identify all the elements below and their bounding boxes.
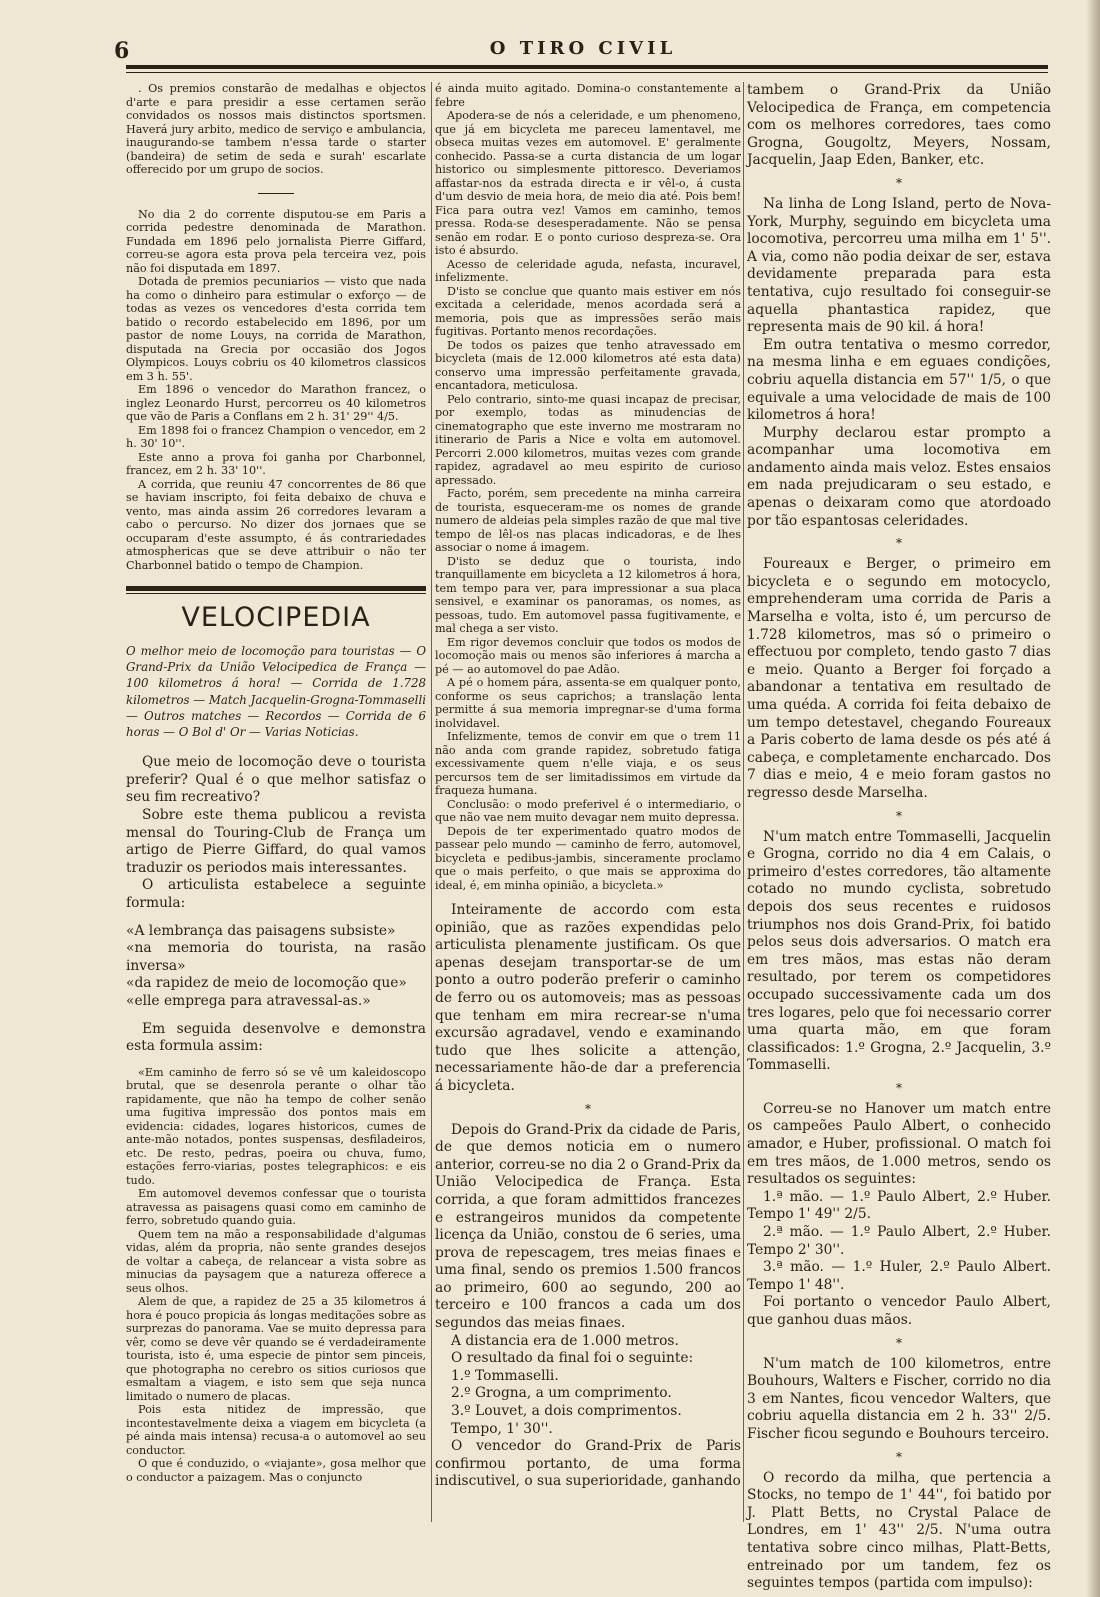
header-rule-thin [126,72,1048,73]
quote-line: «na memoria do tourista, na rasão inversa» [126,940,426,974]
paragraph: Que meio de locomoção deve o tourista preferir? Qual é o que melhor satisfaz o seu fim recreativo? [126,754,426,806]
result-line: 1.º Tommaselli. [451,1367,559,1384]
separator-star: * [896,1335,902,1350]
paragraph: Sobre este thema publicou a revista mensal do Touring-Club de França um artigo de Pierre Giffard, do qual vamos traduzir os periodos mais interessantes. [126,807,426,876]
separator-star: * [896,536,902,551]
paragraph: «Em caminho de ferro só se vê um kaleidoscopo brutal, que se desenrola perante o olhar tão rapidamente, que não ha tempo de colher senão uma fugitiva impressão dos pontos mais em evidencia: cidades, logares historicos, cumes de ante-mão notados, pontes suspensas, desfiladeiros, etc. De resto, pedras, poeira ou chuva, fumo, estações ferro-viarias, postes telegraphicos: e eis tudo. [126,1065,426,1187]
paragraph: N'um match de 100 kilometros, entre Bouhours, Walters e Fischer, corrido no dia 3 em Nantes, ficou vencedor Walters, que cobriu aquella distancia em 2 h. 33'' 2/5. Fischer ficou segundo e Bouhours terceiro. [747,1355,1051,1442]
paragraph: A corrida, que reuniu 47 concorrentes de 86 que se haviam inscripto, foi feita debaixo de chuva e vento, mas ainda assim 26 corredores levaram a cabo o percurso. No dizer dos jornaes que se occuparam d'este assumpto, é ás contrariedades atmosphericas que se deve attribuir o não ter Charbonnel batido o tempo de Champion. [126,477,426,572]
paragraph: Infelizmente, temos de convir em que o trem 11 não anda com grande rapidez, sobretudo fatiga excessivamente quem n'elle viaja, e os seus percursos tem de ser limitadissimos em virtude da fraqueza humana. [435,730,741,797]
paragraph: O que é conduzido, o «viajante», gosa melhor que o conductor a paizagem. Mas o conjuncto [126,1457,426,1484]
section-rule [126,593,426,594]
paragraph: Em 1896 o vencedor do Marathon francez, o inglez Leonardo Hurst, percorreu os 40 kilometros que vão de Paris a Conflans em 2 h. 31' 29'' 4/5. [126,383,426,423]
section-summary: O melhor meio de locomoção para touristas — O Grand-Prix da União Velocipedica de França — 100 kilometros á hora! — Corrida de 1.728 kilometros — Match Jacquelin-Grogna-Tommaselli — Outros matches — Recordos — Corrida de 6 horas — O Bol d' Or — Varias Noticias. [126,644,426,740]
separator-star: * [896,1449,902,1464]
paragraph: Pois esta nitidez de impressão, que incontestavelmente deixa a viagem em bicycleta (a pé ainda mais intensa) recusa-a o automovel ao seu conductor. [126,1403,426,1457]
newspaper-title: O TIRO CIVIL [489,38,677,59]
paragraph: Dotada de premios pecuniarios — visto que nada ha como o dinheiro para estimular o exforço — de todas as vezes os vencedores d'esta corrida tem batido o recordo estabelecido em 1896, por um pastor de nome Louys, na corrida de Marathon, disputada na Grecia por occasião dos Jogos Olympicos. Louys cobriu os 40 kilometros classicos em 3 h. 55'. [126,275,426,383]
header-rule-thick [126,65,1048,69]
paragraph: Acesso de celeridade aguda, nefasta, incuravel, infelizmente. [435,257,741,284]
result-line: 2.º Grogna, a um comprimento. [451,1385,672,1402]
paragraph: O vencedor do Grand-Prix de Paris confirmou portanto, de uma forma indiscutivel, o sua superioridade, ganhando [435,1438,741,1490]
paragraph: Alem de que, a rapidez de 25 a 35 kilometros á hora é pouco propicia ás longas meditações sobre as surprezas do panorama. Vae se muito depressa para vêr, como se deve vêr quando se é verdadeiramente tourista, isto é, uma especie de pintor sem pinceis, que photographa no cerebro os sitios curiosos que esmaltam a viagem, e isto sem que seja nunca limitado o numero de placas. [126,1295,426,1403]
paragraph: Quem tem na mão a responsabilidade d'algumas vidas, além da propria, não sente grandes desejos de voltar a cabeça, de relancear a vista sobre as minucias da paysagem que a natureza offerece a seus olhos. [126,1227,426,1295]
section-title: VELOCIPEDIA [181,602,371,633]
quote-line: «da rapidez de meio de locomoção que» [126,975,407,992]
paragraph: Em automovel devemos confessar que o tourista atravessa as paisagens quasi como em caminho de ferro, sobretudo quando guia. [126,1187,426,1228]
separator-star: * [896,1080,902,1095]
paragraph: . Os premios constarão de medalhas e objectos d'arte e para presidir a esse certamen serão convidados os nossos mais distinctos sportsmen. Haverá jury arbito, medico de serviço e ambulancia, inaugurando-se tambem n'essa tarde o starter (bandeira) de setim de seda e surah' escarlate offerecido por um grupo de socios. [126,82,426,176]
formula-quote [126,923,426,1011]
paragraph: Em 1898 foi o francez Champion o vencedor, em 2 h. 30' 10''. [126,423,426,450]
paragraph: No dia 2 do corrente disputou-se em Paris a corrida pedestre denominada de Marathon. Fundada em 1896 pelo jornalista Pierre Giffard, correu-se agora esta prova pela terceira vez, pois não foi disputada em 1897. [126,207,426,275]
quote-line: «elle emprega para atravessal-as.» [126,992,371,1009]
paragraph: De todos os paizes que tenho atravessado em bicycleta (mais de 12.000 kilometros até esta data) conservo uma impressão perfeitamente gravada, encantadora, meticulosa. [435,338,741,392]
paragraph: Depois do Grand-Prix da cidade de Paris, de que demos noticia em o numero anterior, correu-se no dia 2 o Grand-Prix da União Velocipedica de França. Esta corrida, a que foram admittidos francezes e estrangeiros munidos da competente licença da União, constou de 6 series, uma prova de repescagem, tres meias finaes e uma final, sendo os premios 1.500 francos ao primeiro, 600 ao segundo, 200 ao terceiro e 100 francos a cada um dos segundos das meias finaes. [435,1121,741,1332]
paragraph: D'isto se conclue que quanto mais estiver em nós excitada a celeridade, menos acordada será a memoria, pois que as impressões serão mais fugitivas. Portanto menos recordações. [435,284,741,338]
section-rule [126,586,426,591]
paragraph: Na linha de Long Island, perto de Nova-York, Murphy, seguindo em bicycleta uma locomotiva, percorreu uma milha em 1' 5''. A via, como não podia deixar de ser, estava devidamente preparada para esta tentativa, cujo resultado foi conseguir-se aquella phantastica rapidez, que representa mais de 90 kil. á hora! [747,195,1051,336]
paragraph: Foi portanto o vencedor Paulo Albert, que ganhou duas mãos. [747,1294,1051,1328]
result-line: Tempo, 1' 30''. [451,1420,553,1437]
paragraph: O resultado da final foi o seguinte: [451,1350,694,1367]
paragraph: Em rigor devemos concluir que todos os modos de locomoção mais ou menos são inferiores á marcha a pé — ao automovel do pae Adão. [435,635,741,676]
paragraph: O articulista estabelece a seguinte formula: [126,877,426,911]
paragraph: Conclusão: o modo preferivel é o intermediario, o que não vae nem muito devagar nem muito depressa. [435,797,741,824]
paragraph: Pelo contrario, sinto-me quasi incapaz de precisar, por exemplo, todas as minudencias de cinematographo que este inverno me mostraram no itinerario de Paris a Nice e volta em automovel. Percorri 2.000 kilometros, muitas vezes com grande rapidez, agradavel ao meu espirito de curioso apressado. [435,392,741,487]
separator-star: * [896,808,902,823]
paragraph: Murphy declarou estar prompto a acompanhar uma locomotiva em andamento ainda mais veloz. Estes ensaios em nada prejudicaram o seu estado, e apenas o deixaram como que atordoado por tão espantosas celeridades. [747,424,1051,529]
column-1 [126,82,426,1484]
paragraph: Este anno a prova foi ganha por Charbonnel, francez, em 2 h. 33' 10''. [126,450,426,477]
paragraph: Apodera-se de nós a celeridade, e um phenomeno, que já em bicycleta me pareceu lamentavel, me obseca muitas vezes em automovel. E' geralmente conhecido. Passa-se a curta distancia de um logar historico ou simplesmente pittoresco. Deveriamos affastar-nos da estrada directa e ir vêl-o, á custa d'um desvio de meia hora, de meio dia até. Pois bem! Fica para outra vez! Vamos em caminho, temos pressa. Roda-se desesperadamente. Não se pensa senão em rodar. E o ponto curioso despreza-se. Ora isto é absurdo. [435,109,741,257]
paragraph: tambem o Grand-Prix da União Velocipedica de França, em competencia com os melhores corredores, taes como Grogna, Gougoltz, Meyers, Nossam, Jacquelin, Jaap Eden, Banker, etc. [747,82,1051,169]
column-2 [435,82,741,1491]
paragraph: Foureaux e Berger, o primeiro em bicycleta e o segundo em motocyclo, emprehenderam uma corrida de Paris a Marselha e volta, isto é, um percurso de 1.728 kilometros, mas só o primeiro o effectuou por completo, tendo gasto 7 dias e meio. Quanto a Berger foi forçado a abandonar a tentativa em resultado de uma quéda. A corrida foi feita debaixo de um tempo detestavel, chegando Foureaux a Paris coberto de lama desde os pés até á cabeça, e completamente encharcado. Dos 7 dias e meio, 4 e meio foram gastos no regresso desde Marselha. [747,556,1051,801]
column-divider [743,82,744,1522]
paragraph: Em outra tentativa o mesmo corredor, na mesma linha e em eguaes condições, cobriu aquella distancia em 57'' 1/5, o que equivale a uma velocidade de mais de 100 kilometros á hora! [747,336,1051,424]
result-line: 1.ª mão. — 1.º Paulo Albert, 2.º Huber. Tempo 1' 49'' 2/5. [747,1188,1051,1223]
divider [258,193,294,194]
result-line: 3.ª mão. — 1.º Huler, 2.º Paulo Albert. Tempo 1' 48''. [747,1259,1051,1293]
separator-star: * [896,175,902,190]
paragraph: Depois de ter experimentado quatro modos de passear pelo mundo — caminho de ferro, automovel, bicycleta e pedibus-jambis, sinceramente proclamo que o mais perfeito, o que mais se approxima do ideal, é, em minha opinião, a bicycleta.» [435,824,741,892]
paragraph: Correu-se no Hanover um match entre os campeões Paulo Albert, o conhecido amador, e Huber, profissional. O match foi em tres mãos, de 1.000 metros, sendo os resultados os seguintes: [747,1100,1051,1188]
column-divider [431,82,432,1522]
paragraph: Facto, porém, sem precedente na minha carreira de tourista, esqueceram-me os nomes de grande numero de aldeias pela simples razão de que mal tive tempo de lêl-os nas placas indicadoras, e de lhes associar o nome á imagem. [435,487,741,554]
masthead [114,34,1048,70]
paragraph: é ainda muito agitado. Domina-o constantemente a febre [435,82,741,109]
column-3 [747,82,1051,1593]
page-edge-shadow [1086,0,1100,1597]
result-line: 3.º Louvet, a dois comprimentos. [451,1403,682,1420]
paragraph: A distancia era de 1.000 metros. [451,1332,679,1349]
paragraph: A pé o homem pára, assenta-se em qualquer ponto, conforme os seus caprichos; a translação lenta permitte á sua memoria impregnar-se d'uma forma inolvidavel. [435,676,741,730]
paragraph: D'isto se deduz que o tourista, indo tranquillamente em bicycleta a 12 kilometros á hora, tem tempo para ver, para impressionar a sua placa sensivel, e examinar os panoramas, os nomes, as pessoas, tudo. Em automovel passa fugitivamente, e mal chega a ser visto. [435,554,741,635]
paragraph: Em seguida desenvolve e demonstra esta formula assim: [126,1020,426,1055]
result-line: 2.ª mão. — 1.º Paulo Albert, 2.º Huber. Tempo 2' 30''. [747,1224,1051,1258]
separator-star: * [585,1101,591,1116]
paragraph: Inteiramente de accordo com esta opinião, que as razões expendidas pelo articulista plenamente justificam. Os que apenas desejam transportar-se de um ponto a outro poderão preferir o caminho de ferro ou os automoveis; mas as pessoas que tenham em mira recrear-se n'uma excursão agradavel, vendo e examinando tudo que lhes solicite a attenção, necessariamente hão-de dar a preferencia á bicycleta. [435,902,741,1094]
page-number: 6 [114,38,130,64]
paragraph: O recordo da milha, que pertencia a Stocks, no tempo de 1' 44'', foi batido por J. Platt Betts, no Crystal Palace de Londres, em 1' 43'' 2/5. N'uma outra tentativa sobre cinco milhas, Platt-Betts, entreinado por um tandem, fez os seguintes tempos (partida com impulso): [747,1469,1051,1592]
quote-line: «A lembrança das paisagens subsiste» [126,922,396,939]
paragraph: N'um match entre Tommaselli, Jacquelin e Grogna, corrido no dia 4 em Calais, o primeiro d'estes corredores, tão altamente cotado no mundo cyclista, sobretudo depois dos seus recentes e ruidosos triumphos nos dois Grand-Prix, foi batido pelos seus dois adversarios. O match era em tres mãos, mas estas não deram resultado, por terem os competidores occupado successivamente cada um dos tres logares, pelo que foi necessario correr uma quarta mão, em que foram classificados: 1.º Grogna, 2.º Jacquelin, 3.º Tommaselli. [747,828,1051,1074]
